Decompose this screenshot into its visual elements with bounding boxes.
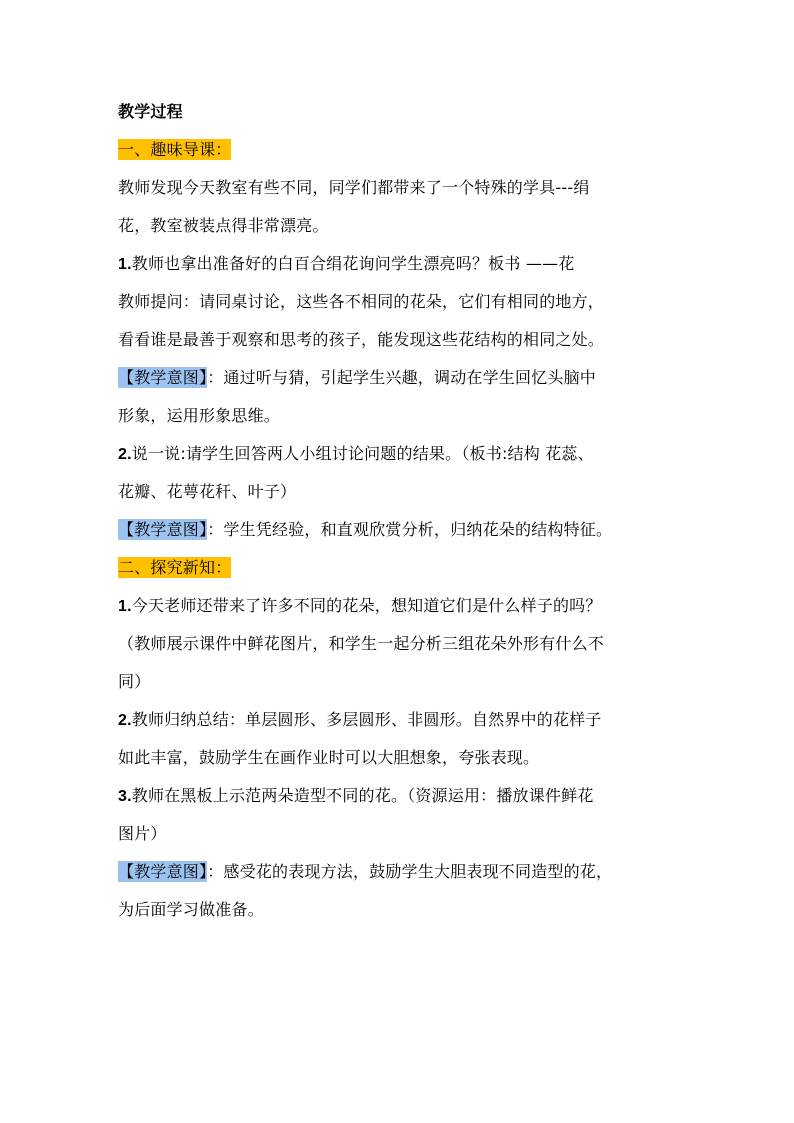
paragraph-line: 形象，运用形象思维。 [118,406,281,425]
document-body [118,103,686,939]
item-text: 教师也拿出准备好的白百合绢花询问学生漂亮吗？板书 ——花 [131,254,575,273]
list-item [118,255,686,273]
item-number: 3. [118,788,132,805]
item-number: 2. [118,712,132,729]
item-text: 教师在黑板上示范两朵造型不同的花。（资源运用：播放课件鲜花 [131,786,594,805]
section-heading-1-text: 一、趣味导课： [118,140,232,159]
list-item [118,597,686,615]
item-number: 2. [118,446,132,463]
paragraph-line: 教师发现今天教室有些不同，同学们都带来了一个特殊的学具---绢 [118,178,590,197]
item-text: 说一说:请学生回答两人小组讨论问题的结果。（板书:结构 花蕊、 [131,444,594,463]
paragraph-line: 如此丰富，鼓励学生在画作业时可以大胆想象，夸张表现。 [118,748,540,767]
item-number: 1. [118,598,132,615]
intent-text: ：学生凭经验，和直观欣赏分析，归纳花朵的结构特征。 [207,520,613,539]
item-text: 今天老师还带来了许多不同的花朵，想知道它们是什么样子的吗？ [131,596,602,615]
intent-label: 【教学意图】 [118,862,208,881]
section-heading-1 [118,141,686,159]
intent-text: ：通过听与猜，引起学生兴趣，调动在学生回忆头脑中 [207,368,597,387]
section-heading-2 [118,559,686,577]
paragraph-line: （教师展示课件中鲜花图片，和学生一起分析三组花朵外形有什么不 [118,634,605,653]
paragraph-line: 为后面学习做准备。 [118,900,264,919]
section-heading-2-text: 二、探究新知： [118,558,232,577]
intent-text: ：感受花的表现方法，鼓励学生大胆表现不同造型的花， [207,862,613,881]
page-title: 教学过程 [118,102,183,121]
paragraph-line: 看看谁是最善于观察和思考的孩子，能发现这些花结构的相同之处。 [118,330,605,349]
intent-note [118,521,686,539]
item-text: 教师归纳总结：单层圆形、多层圆形、非圆形。自然界中的花样子 [131,710,602,729]
list-item [118,711,686,729]
paragraph-line: 花，教室被装点得非常漂亮。 [118,216,329,235]
intent-note [118,369,686,387]
item-number: 1. [118,256,132,273]
intent-note [118,863,686,881]
paragraph-line: 同） [118,672,151,691]
list-item [118,445,686,463]
paragraph-line: 教师提问：请同桌讨论，这些各不相同的花朵，它们有相同的地方， [118,292,605,311]
list-item [118,787,686,805]
paragraph-line: 图片） [118,824,167,843]
intent-label: 【教学意图】 [118,520,208,539]
paragraph-line: 花瓣、花萼花秆、叶子） [118,482,297,501]
intent-label: 【教学意图】 [118,368,208,387]
